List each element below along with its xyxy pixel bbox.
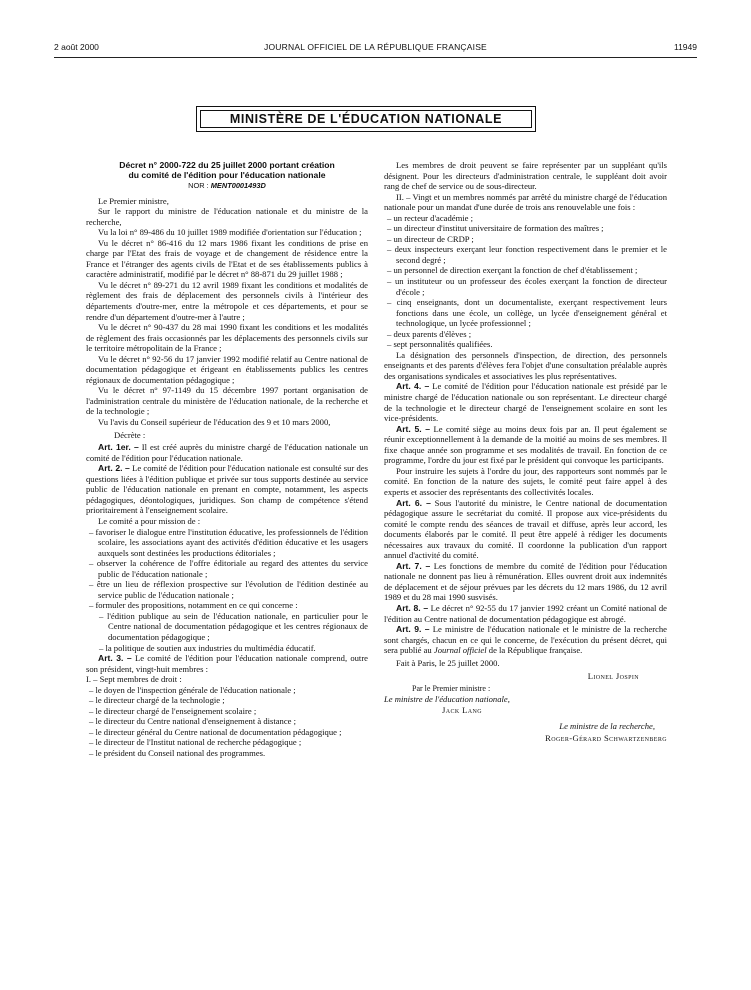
article-label: Art. 1er. – <box>98 442 139 453</box>
done-at-line: Fait à Paris, le 25 juillet 2000. <box>396 657 500 668</box>
list-item: – un instituteur ou un professeur des écoles exerçant la fonction de directeur d'école ; <box>387 276 667 297</box>
mission-intro: Le comité a pour mission de : <box>98 515 201 526</box>
visa-paragraph: Vu le décret n° 97-1149 du 15 décembre 1997 portant organisation de l'administration centrale du ministère de l'éducation nationale, de la recherche et de la technologie ; <box>86 385 368 417</box>
minister-research-title: Le ministre de la recherche, <box>559 721 655 732</box>
paragraph: Pour instruire les sujets à l'ordre du jour, des rapporteurs sont nommés par le comité. En fonction de la nature des sujets, le comité peut faire appel à des experts et associer des représentants des collectivités locales. <box>384 465 667 497</box>
by-prime-minister-line: Par le Premier ministre : <box>412 683 491 693</box>
article-text: Le comité siège au moins deux fois par an. Il peut également se réunir exceptionnellement à la demande de la moitié au moins de ses membres. Il fixe chaque année son programme et ses modalités de travail. En fonction de ce programme, l'ordre du jour est fixé par le président qui convoque les participants. <box>384 423 667 466</box>
paragraph: La désignation des personnels d'inspection, de direction, des personnels enseignants et des parents d'élèves fera l'objet d'une consultation préalable auprès des organisations syndicales et associatives les plus représentatives. <box>384 349 667 381</box>
article-4 <box>384 381 667 423</box>
article-3 <box>86 653 368 674</box>
page-number: 11949 <box>673 42 697 52</box>
list-item: – cinq enseignants, dont un documentaliste, exerçant respectivement leurs fonctions dans une école, un collège, un lycée d'enseignement général et technologique, un lycée professionnel ; <box>387 297 667 329</box>
signer-education: Jack Lang <box>442 704 483 715</box>
list-item: – le directeur général du Centre national de documentation pédagogique ; <box>89 726 342 737</box>
article-text: Sous l'autorité du ministre, le Centre national de documentation pédagogique assure le secrétariat du comité. Il propose aux vice-présidents du comité le compte rendu des séances de travail et diffuse, après leur accord, les documents élaborés par le comité. Il peut être appelé à rédiger les documents nécessaires aux travaux du comité. Il coordonne la publication d'un rapport annuel d'activité du comité. <box>384 497 667 561</box>
ministry-heading-box <box>196 106 536 132</box>
list-item: – favoriser le dialogue entre l'institution éducative, les professionnels de l'édition scolaire, les associations ayant des activités d'édition éducative et les usagers auxquels sont destinées les productions éditoriales ; <box>89 526 368 558</box>
article-text: de la République française. <box>486 645 583 656</box>
decree-title-line-2: du comité de l'édition pour l'éducation nationale <box>128 170 326 180</box>
header-rule <box>54 57 697 58</box>
list-item: – deux parents d'élèves ; <box>387 328 472 339</box>
article-1 <box>86 442 368 463</box>
article-label: Art. 7. – <box>396 560 431 571</box>
visa-paragraph: Vu l'avis du Conseil supérieur de l'éducation des 9 et 10 mars 2000, <box>98 417 331 428</box>
article-2 <box>86 463 368 516</box>
nor-label: NOR : <box>188 181 209 190</box>
visa-paragraph: Vu le décret n° 90-437 du 28 mai 1990 fixant les conditions et les modalités de règlement des frais occasionnés par les déplacements des personnels civils sur le territoire métropolitain de la France ; <box>86 322 368 354</box>
journal-officiel-ref: Journal officiel <box>433 645 487 656</box>
sub-list-item: – la politique de soutien aux industries du multimédia éducatif. <box>99 642 316 653</box>
article-6 <box>384 498 667 561</box>
article-label: Art. 4. – <box>396 381 430 392</box>
nor-reference <box>86 181 368 192</box>
article-7 <box>384 561 667 603</box>
article-text: Le décret n° 92-55 du 17 janvier 1992 créant un Comité national de l'édition au Centre national de documentation pédagogique est abrogé. <box>384 602 667 624</box>
right-column <box>384 160 667 744</box>
list-item: – le directeur de l'Institut national de recherche pédagogique ; <box>89 737 302 748</box>
article-label: Art. 3. – <box>98 653 132 664</box>
publication-date: 2 août 2000 <box>54 42 99 52</box>
nor-code: MENT0001493D <box>210 181 266 190</box>
list-item: – le doyen de l'inspection générale de l'éducation nationale ; <box>89 684 296 695</box>
decrete-line: Décrète : <box>114 429 146 440</box>
signature-block <box>384 658 667 744</box>
decree-title-line-1: Décret n° 2000-722 du 25 juillet 2000 portant création <box>119 160 335 170</box>
article-label: Art. 9. – <box>396 624 430 635</box>
visa-paragraph: Vu le décret n° 92-56 du 17 janvier 1992 modifié relatif au Centre national de documentation pédagogique et érigeant en établissements publics les centres régionaux de documentation pédagogique ; <box>86 353 368 385</box>
article-text: Le comité de l'édition pour l'éducation nationale est consulté sur des questions liées à l'édition publique et privée sur tous supports destinée au service public de l'éducation nationale en prenant en compte, notamment, les aspects pédagogiques, déontologiques, juridiques. Son champ de compétence s'étend prioritairement à l'enseignement scolaire. <box>86 463 368 516</box>
list-item: – sept personnalités qualifiées. <box>387 339 493 350</box>
list-item: – le directeur chargé de l'enseignement scolaire ; <box>89 705 257 716</box>
left-column <box>86 160 368 759</box>
article-label: Art. 2. – <box>98 463 130 474</box>
ministry-heading: MINISTÈRE DE L'ÉDUCATION NATIONALE <box>229 112 503 126</box>
signer-prime-minister: Lionel Jospin <box>587 671 639 682</box>
minister-education-title: Le ministre de l'éducation nationale, <box>384 694 510 705</box>
preamble-line: Sur le rapport du ministre de l'éducation nationale et du ministre de la recherche, <box>86 206 368 227</box>
list-item: – un directeur de CRDP ; <box>387 233 474 244</box>
article-5 <box>384 424 667 466</box>
article-text: Le comité de l'édition pour l'éducation nationale est présidé par le ministre chargé de l'éducation nationale ou son représentant. Le directeur chargé de la technologie et le directeur chargé de l'enseignement scolaire en sont les vice-présidents. <box>384 381 668 424</box>
article-8 <box>384 603 667 624</box>
preamble-line: Le Premier ministre, <box>98 195 169 206</box>
article-text: Le ministre de l'éducation nationale et le ministre de la recherche sont chargés, chacun en ce qui le concerne, de l'exécution du présent décret, qui sera publié au <box>384 624 667 656</box>
list-item: – être un lieu de réflexion prospective sur l'évolution de l'édition destinée au service public de l'éducation nationale ; <box>89 579 368 600</box>
journal-title: JOURNAL OFFICIEL DE LA RÉPUBLIQUE FRANÇAISE <box>264 42 487 52</box>
article-text: Les fonctions de membre du comité de l'édition pour l'éducation nationale ne donnent pas lieu à rémunération. Elles ouvrent droit aux indemnités de déplacement et de séjour prévues par les décrets du 12 mars 1986, du 12 avril 1989 et du 28 mai 1990 susvisés. <box>384 560 667 603</box>
section-heading: I. – Sept membres de droit : <box>86 674 182 685</box>
list-item: – formuler des propositions, notamment en ce qui concerne : <box>89 600 298 611</box>
article-label: Art. 5. – <box>396 423 431 434</box>
signer-research: Roger-Gérard Schwartzenberg <box>545 732 667 743</box>
list-item: – le directeur du Centre national d'enseignement à distance ; <box>89 716 297 727</box>
article-label: Art. 6. – <box>396 497 431 508</box>
visa-paragraph: Vu le décret n° 89-271 du 12 avril 1989 fixant les conditions et modalités de règlement des frais de déplacement des personnels civils à l'intérieur des départements d'outre-mer, entre la métropole et ces départements, et pour se rendre d'un département d'outre-mer à l'autre ; <box>86 279 368 322</box>
list-item: – deux inspecteurs exerçant leur fonction respectivement dans le premier et le second degré ; <box>387 244 667 265</box>
list-item: – un personnel de direction exerçant la fonction de chef d'établissement ; <box>387 265 638 276</box>
visa-paragraph: Vu le décret n° 86-416 du 12 mars 1986 fixant les conditions de prise en charge par l'Etat des frais de voyage et de changement de résidence entre la France et l'étranger des agents civils de l'Etat et de ses établissements publics à caractère administratif, modifié par le décret n° 88-871 du 29 juillet 1988 ; <box>86 237 368 280</box>
article-text: Il est créé auprès du ministre chargé de l'éducation nationale un comité de l'édition pour l'éducation nationale. <box>86 442 368 463</box>
sub-list-item: – l'édition publique au sein de l'éducation nationale, en particulier pour le Centre national de documentation pédagogique et les centres régionaux de documentation pédagogique ; <box>99 610 368 642</box>
decree-title <box>86 160 368 180</box>
list-item: – le directeur chargé de la technologie ; <box>89 695 225 706</box>
article-9 <box>384 624 667 656</box>
paragraph: Les membres de droit peuvent se faire représenter par un suppléant qu'ils désignent. Pour les directeurs d'administration centrale, le suppléant doit avoir rang de chef de service ou de sous-directeur. <box>384 160 667 192</box>
article-label: Art. 8. – <box>396 602 429 613</box>
article-text: Le comité de l'édition pour l'éducation nationale comprend, outre son président, vingt-huit membres : <box>86 653 368 674</box>
list-item: – observer la cohérence de l'offre éditoriale au regard des attentes du service public de l'éducation nationale ; <box>89 558 368 579</box>
list-item: – le président du Conseil national des programmes. <box>89 747 266 758</box>
section-heading: II. – Vingt et un membres nommés par arrêté du ministre chargé de l'éducation nationale pour un mandat d'une durée de trois ans renouvelable une fois : <box>384 191 667 213</box>
list-item: – un directeur d'institut universitaire de formation des maîtres ; <box>387 223 604 234</box>
visa-paragraph: Vu la loi n° 89-486 du 10 juillet 1989 modifiée d'orientation sur l'éducation ; <box>98 227 362 238</box>
list-item: – un recteur d'académie ; <box>387 212 474 223</box>
page-header <box>54 42 697 56</box>
